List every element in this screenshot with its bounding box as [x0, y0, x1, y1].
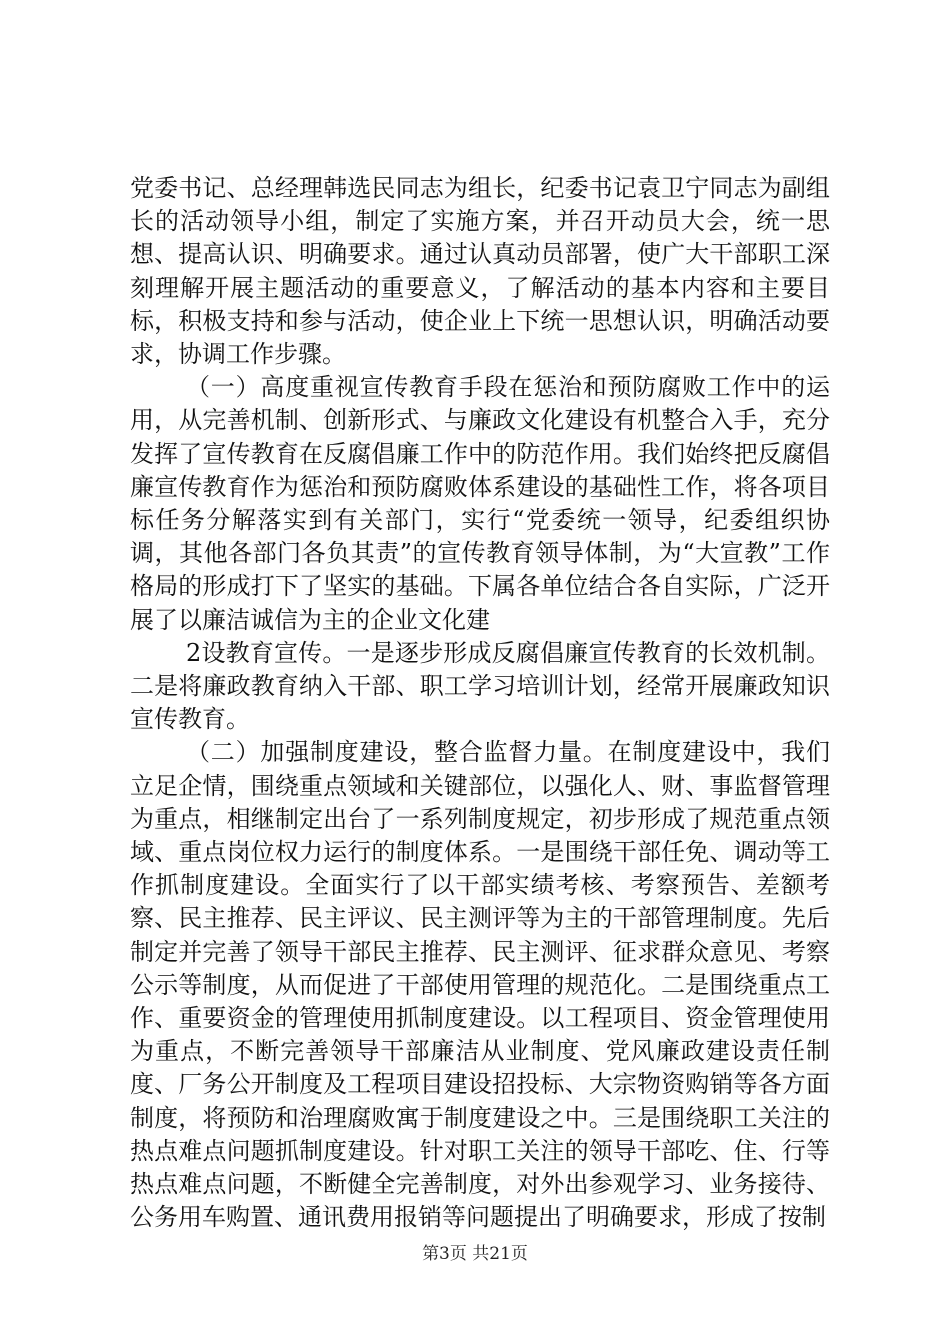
paragraph-propaganda-education: （一）高度重视宣传教育手段在惩治和预防腐败工作中的运用，从完善机制、创新形式、与廉政文化建设有机整合入手，充分发挥了宣传教育在反腐倡廉工作中的防范作用。我们始终把反腐倡廉宣传教育作为惩治和预防腐败体系建设的基础性工作，将各项目标任务分解落实到有关部门，实行“党委统一领导，纪委组织协调，其他各部门各负其责”的宣传教育领导体制，为“大宣教”工作格局的形成打下了坚实的基础。下属各单位结合各自实际，广泛开展了以廉洁诚信为主的企业文化建: [130, 373, 830, 634]
paragraph-education-measures: 2设教育宣传。一是逐步形成反腐倡廉宣传教育的长效机制。二是将廉政教育纳入干部、职工学习培训计划，经常开展廉政知识宣传教育。: [130, 638, 830, 734]
paragraph-system-construction: （二）加强制度建设，整合监督力量。在制度建设中，我们立足企情，围绕重点领域和关键部位，以强化人、财、事监督管理为重点，相继制定出台了一系列制度规定，初步形成了规范重点领域、重点岗位权力运行的制度体系。一是围绕干部任免、调动等工作抓制度建设。全面实行了以干部实绩考核、考察预告、差额考察、民主推荐、民主评议、民主测评等为主的干部管理制度。先后制定并完善了领导干部民主推荐、民主测评、征求群众意见、考察公示等制度，从而促进了干部使用管理的规范化。二是围绕重点工作、重要资金的管理使用抓制度建设。以工程项目、资金管理使用为重点，不断完善领导干部廉洁从业制度、党风廉政建设责任制度、厂务公开制度及工程项目建设招投标、大宗物资购销等各方面制度，将预防和治理腐败寓于制度建设之中。三是围绕职工关注的热点难点问题抓制度建设。针对职工关注的领导干部吃、住、行等热点难点问题，不断健全完善制度，对外出参观学习、业务接待、公务用车购置、通讯费用报销等问题提出了明确要求，形成了按制: [130, 738, 830, 1232]
page-footer: 第3页 共21页: [422, 1244, 528, 1264]
body-text: [130, 172, 830, 1235]
paragraph-leadership-group: 党委书记、总经理韩选民同志为组长，纪委书记袁卫宁同志为副组长的活动领导小组，制定了实施方案，并召开动员大会，统一思想、提高认识、明确要求。通过认真动员部署，使广大干部职工深刻理解开展主题活动的重要意义，了解活动的基本内容和主要目标，积极支持和参与活动，使企业上下统一思想认识，明确活动要求，协调工作步骤。: [130, 174, 830, 369]
